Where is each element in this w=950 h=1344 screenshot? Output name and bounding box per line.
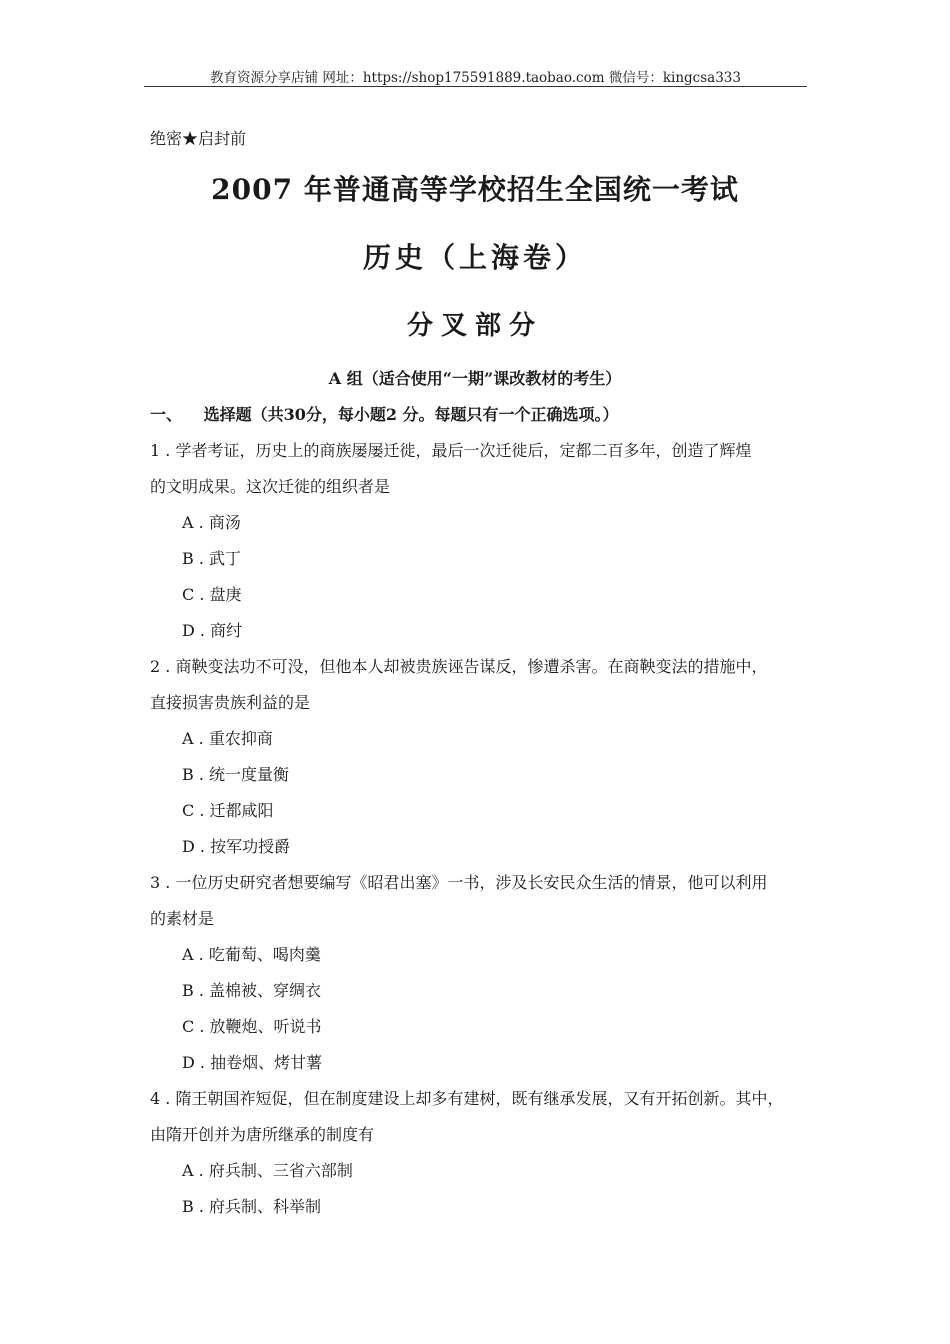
- question-2-option-a: A . 重农抑商: [182, 729, 273, 748]
- question-4-option-a: A . 府兵制、三省六部制: [182, 1161, 353, 1180]
- question-1-line-1: 1 . 学者考证，历史上的商族屡屡迁徙，最后一次迁徙后，定都二百多年，创造了辉煌: [150, 441, 752, 460]
- question-2-line-2: 直接损害贵族利益的是: [150, 693, 311, 712]
- page-header: 教育资源分享店铺 网址：https://shop175591889.taobao.com 微信号：kingcsa333: [210, 70, 741, 86]
- question-3-option-d: D . 抽卷烟、烤甘薯: [182, 1053, 323, 1072]
- group-heading: A 组（适合使用“一期”课改教材的考生）: [328, 369, 622, 388]
- exam-title: 2007 年普通高等学校招生全国统一考试: [211, 173, 739, 206]
- question-3-line-1: 3 . 一位历史研究者想要编写《昭君出塞》一书，涉及长安民众生活的情景，他可以利用: [150, 873, 768, 892]
- confidential-label: 绝密★启封前: [150, 129, 247, 148]
- question-4-option-b: B . 府兵制、科举制: [182, 1197, 322, 1216]
- section-heading: [150, 402, 619, 425]
- question-1-option-c: C . 盘庚: [182, 585, 242, 604]
- question-1-option-b: B . 武丁: [182, 549, 242, 568]
- question-2-line-1: 2 . 商鞅变法功不可没，但他本人却被贵族诬告谋反，惨遭杀害。在商鞅变法的措施中，: [150, 657, 768, 676]
- question-1-option-a: A . 商汤: [182, 513, 241, 532]
- section-title: 选择题（共30分，每小题2 分。每题只有一个正确选项。）: [203, 405, 619, 424]
- section-number: 一、: [150, 405, 183, 424]
- question-4-line-2: 由隋开创并为唐所继承的制度有: [150, 1125, 375, 1144]
- question-2-option-b: B . 统一度量衡: [182, 765, 290, 784]
- question-3-option-a: A . 吃葡萄、喝肉羹: [182, 945, 321, 964]
- header-rule: [144, 86, 807, 87]
- question-3-option-b: B . 盖棉被、穿绸衣: [182, 981, 322, 1000]
- question-1-line-2: 的文明成果。这次迁徙的组织者是: [150, 477, 391, 496]
- question-3-line-2: 的素材是: [150, 909, 215, 928]
- question-2-option-c: C . 迁都咸阳: [182, 801, 274, 820]
- exam-subtitle: 历史（上海卷）: [362, 241, 587, 274]
- question-1-option-d: D . 商纣: [182, 621, 243, 640]
- question-3-option-c: C . 放鞭炮、听说书: [182, 1017, 322, 1036]
- part-title: 分叉部分: [406, 311, 543, 341]
- question-4-line-1: 4 . 隋王朝国祚短促，但在制度建设上却多有建树，既有继承发展，又有开拓创新。其中，: [150, 1089, 784, 1108]
- question-2-option-d: D . 按军功授爵: [182, 837, 291, 856]
